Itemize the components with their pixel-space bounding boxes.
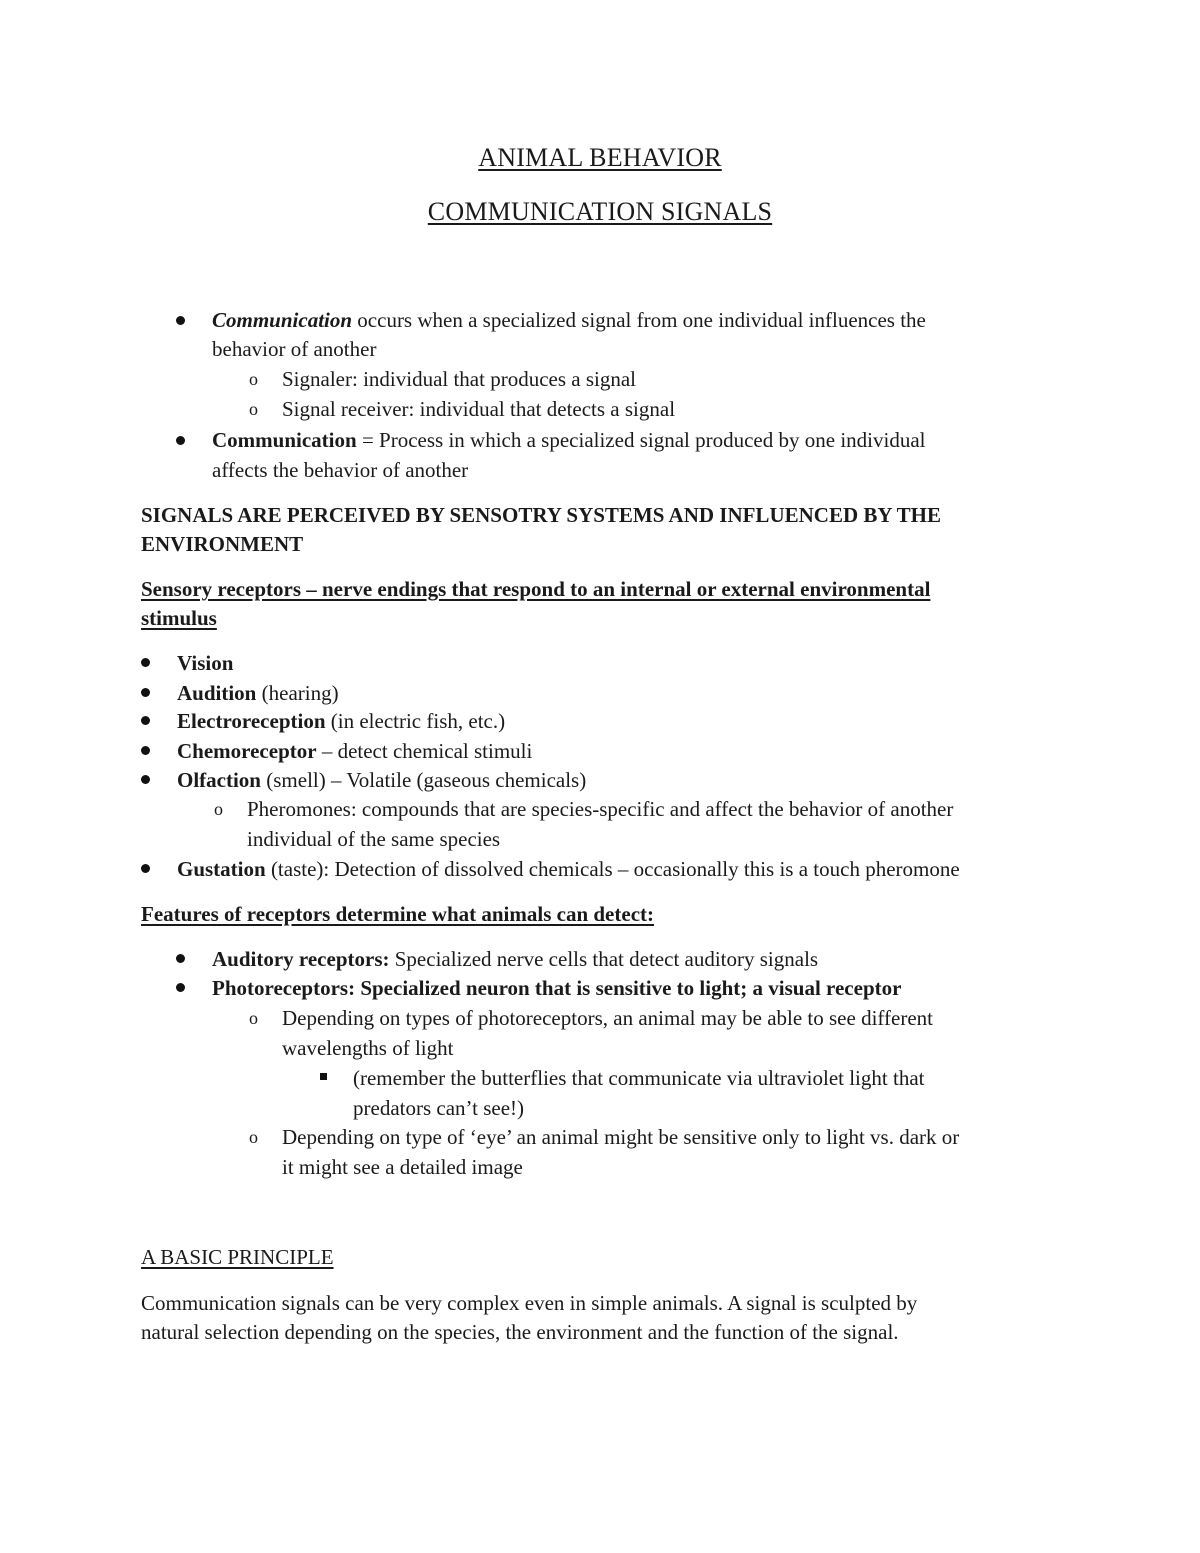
list-item [212,306,926,334]
term: Chemoreceptor [177,739,317,763]
sub-heading: Sensory receptors – nerve endings that respond to an internal or external environmental [141,577,931,601]
term: Auditory receptors: [212,947,390,971]
item-text: – detect chemical stimuli [316,739,533,763]
document-title: ANIMAL BEHAVIOR [478,143,722,172]
paragraph-line: Communication signals can be very complex even in simple animals. A signal is sculpted by [141,1291,918,1315]
bullet-icon [176,954,185,963]
bullet-icon [141,658,150,667]
sub-sub-list-item: (remember the butterflies that communicate via ultraviolet light that [353,1066,925,1090]
bullet-icon [141,746,150,755]
hollow-bullet-icon: o [214,799,223,819]
document-subtitle: COMMUNICATION SIGNALS [427,197,773,226]
list-item [212,945,818,973]
hollow-bullet-icon: o [249,1127,258,1147]
term: Vision [177,651,234,675]
list-item [177,649,233,677]
item-text: = Process in which a specialized signal produced by one individual [356,428,926,452]
list-item [212,426,925,454]
bullet-icon [176,316,185,325]
sub-list-item: Signal receiver: individual that detects a signal [282,397,676,421]
list-item [177,855,960,883]
term: Gustation [177,857,266,881]
sub-list-item: Depending on type of ‘eye’ an animal might be sensitive only to light vs. dark or [282,1125,960,1149]
term: Electroreception [177,709,326,733]
item-text: (taste): Detection of dissolved chemicals – occasionally this is a touch pheromone [265,857,960,881]
bullet-icon [141,775,150,784]
term: Communication [212,428,357,452]
bullet-icon [141,864,150,873]
item-text: occurs when a specialized signal from one individual influences the [352,308,926,332]
sub-list-item-cont: wavelengths of light [282,1036,454,1060]
section-heading: Features of receptors determine what animals can detect: [141,902,655,926]
paragraph-line: natural selection depending on the species, the environment and the function of the signal. [141,1320,899,1344]
bullet-icon [141,688,150,697]
item-text: (smell) – Volatile (gaseous chemicals) [261,768,587,792]
term: Olfaction [177,768,261,792]
sub-list-item-cont: individual of the same species [247,827,501,851]
sub-list-item: Signaler: individual that produces a signal [282,367,637,391]
item-continuation: affects the behavior of another [212,458,469,482]
bullet-icon [176,436,185,445]
list-item [177,679,339,707]
list-item [177,766,586,794]
bullet-icon [176,983,185,992]
sub-heading-cont: stimulus [141,606,217,630]
item-text: (in electric fish, etc.) [325,709,506,733]
section-heading-cont: ENVIRONMENT [141,532,304,556]
hollow-bullet-icon: o [249,1008,258,1028]
term: Audition [177,681,257,705]
list-item: Photoreceptors: Specialized neuron that is sensitive to light; a visual receptor [212,976,902,1000]
item-text: Specialized nerve cells that detect auditory signals [389,947,819,971]
item-text: (hearing) [256,681,339,705]
section-heading: SIGNALS ARE PERCEIVED BY SENSOTRY SYSTEMS AND INFLUENCED BY THE [141,503,941,527]
list-item [177,707,505,735]
sub-list-item-cont: it might see a detailed image [282,1155,523,1179]
section-heading: A BASIC PRINCIPLE [141,1245,334,1269]
item-continuation: behavior of another [212,337,377,361]
sub-sub-list-item-cont: predators can’t see!) [353,1096,525,1120]
bullet-icon [141,716,150,725]
square-bullet-icon [320,1073,327,1080]
hollow-bullet-icon: o [249,369,258,389]
list-item [177,737,532,765]
sub-list-item: Depending on types of photoreceptors, an animal may be able to see different [282,1006,933,1030]
sub-list-item: Pheromones: compounds that are species-specific and affect the behavior of another [247,797,954,821]
hollow-bullet-icon: o [249,399,258,419]
term: Communication [212,308,353,332]
